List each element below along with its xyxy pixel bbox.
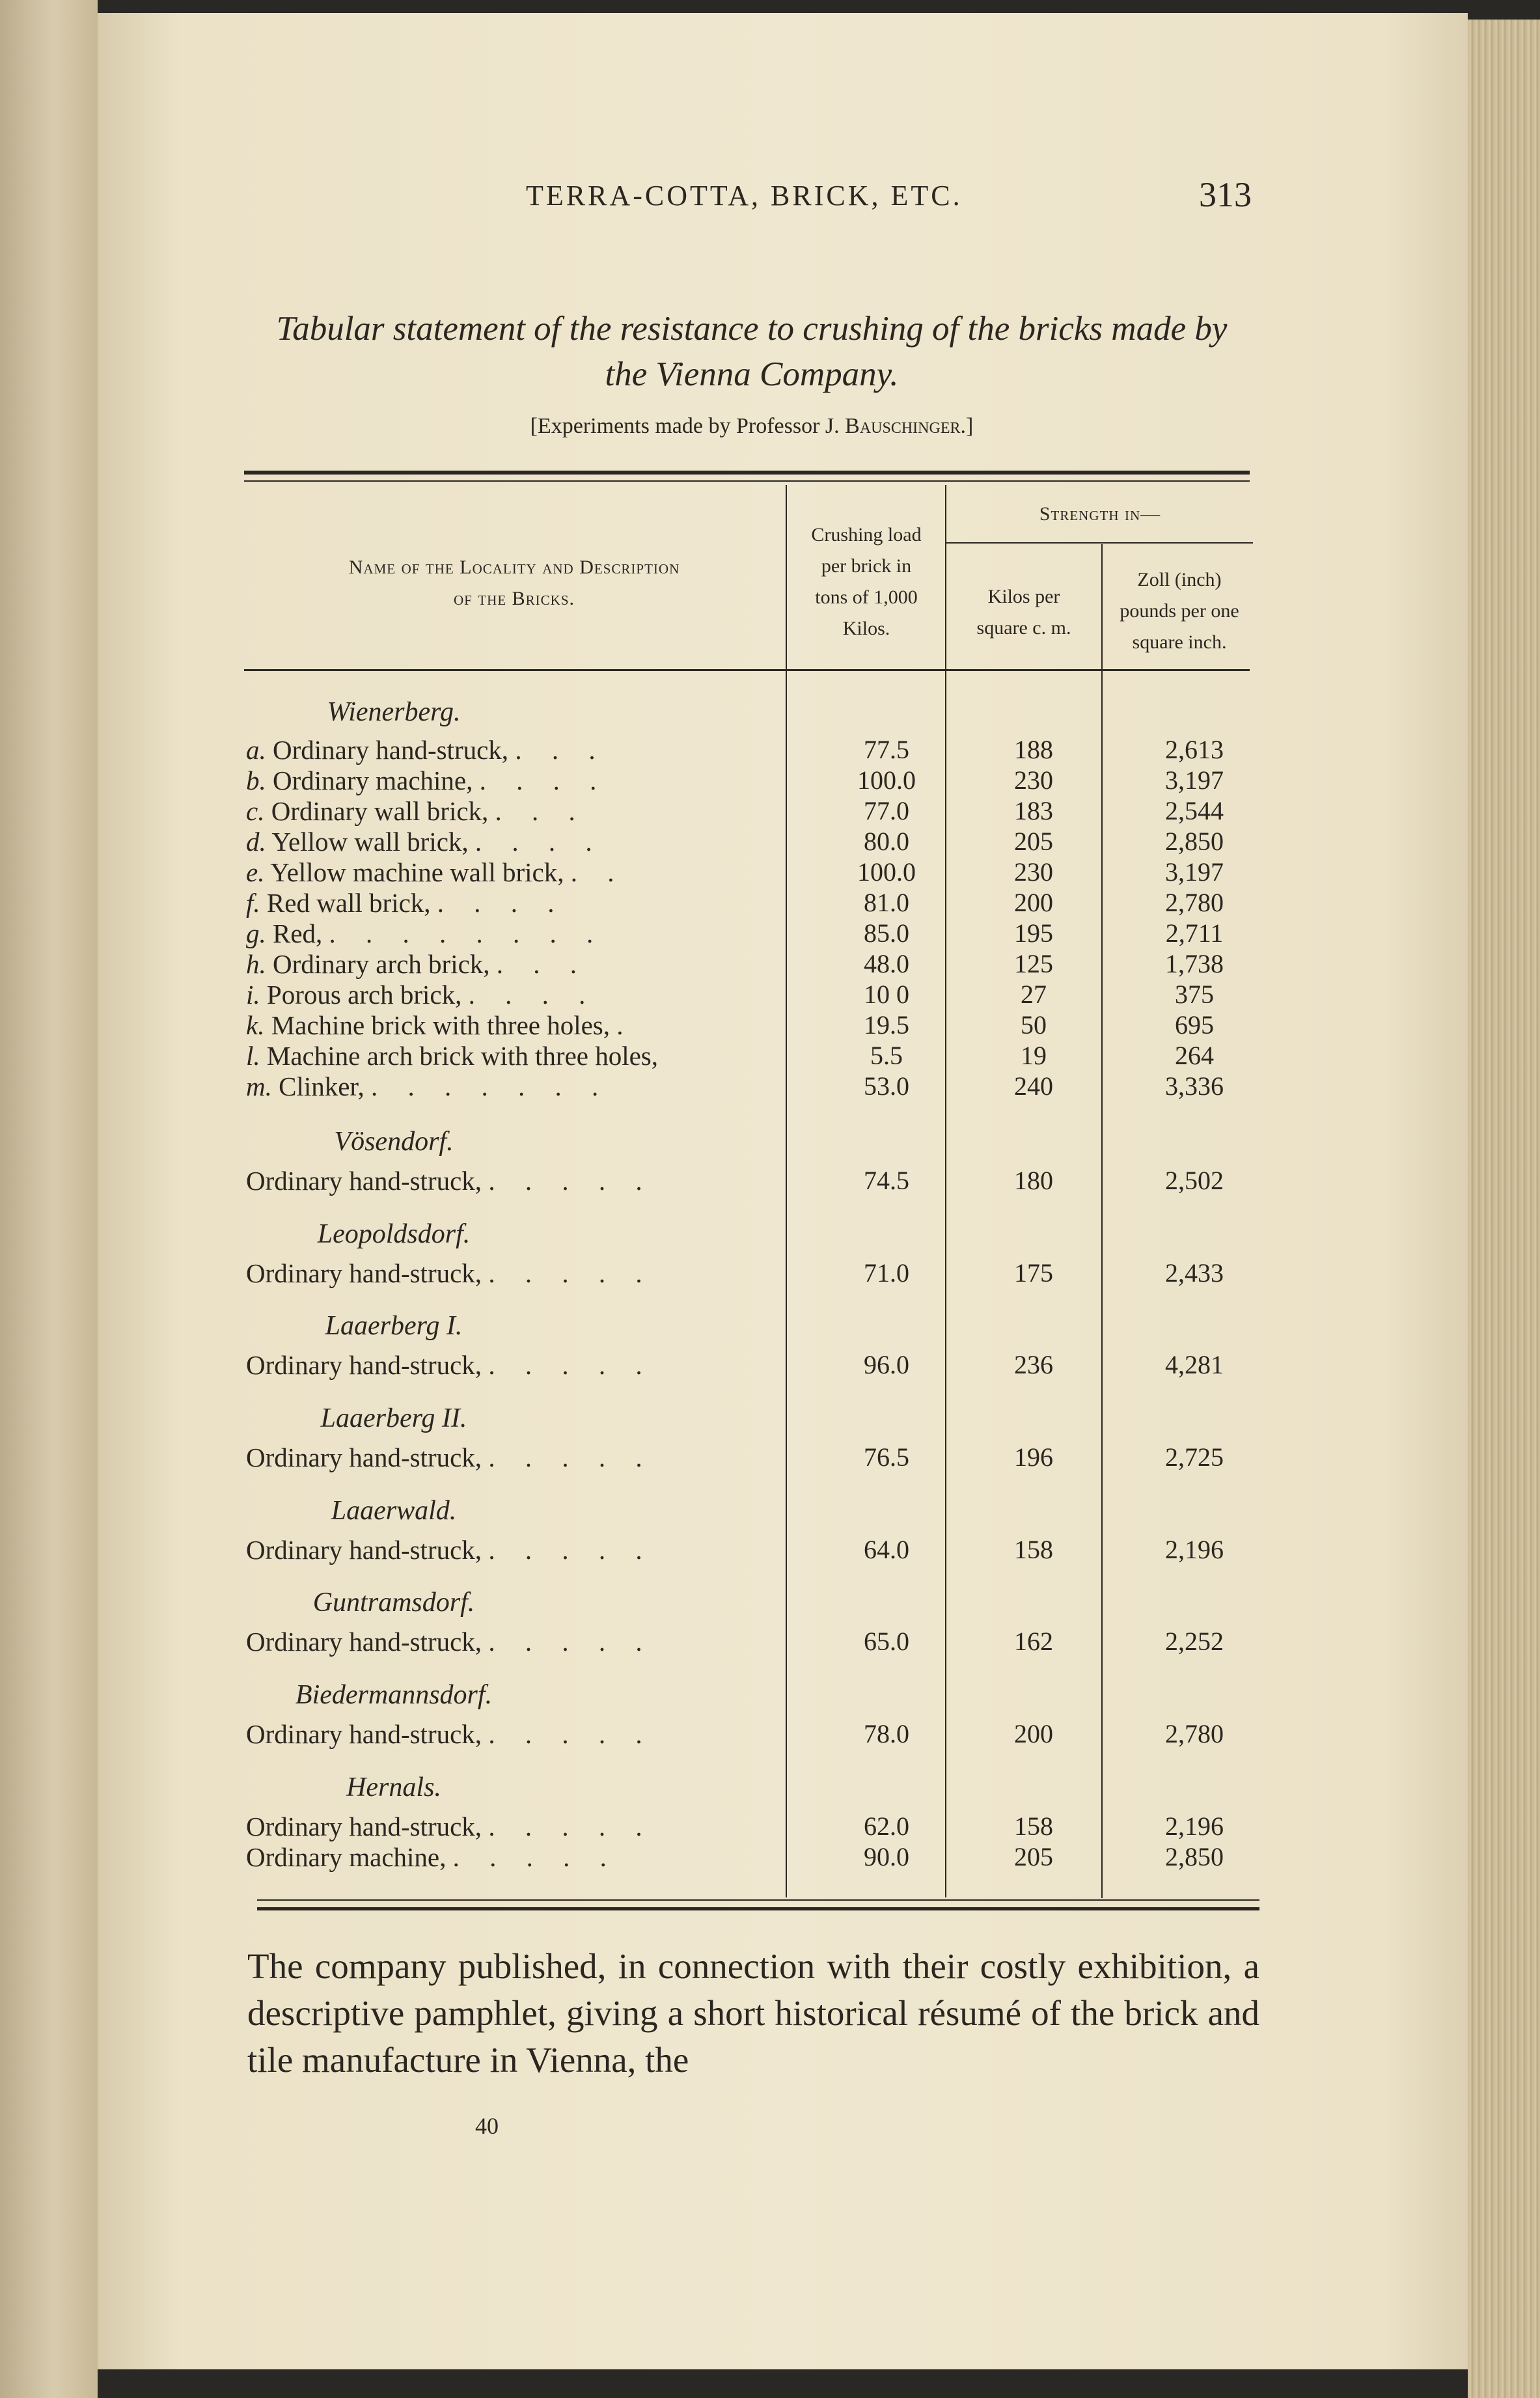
description-text: Machine brick with three holes, <box>271 1010 611 1040</box>
header-name-column <box>247 552 781 614</box>
row-letter: e. <box>246 857 265 887</box>
header-name-line-2: of the Bricks. <box>453 588 575 609</box>
brick-description <box>246 1811 654 1842</box>
kilos-value: 50 <box>1021 1010 1047 1040</box>
attribution <box>247 414 1256 439</box>
caption-line-2: the Vienna Company. <box>605 355 899 393</box>
brick-description <box>246 1040 658 1071</box>
kilos-value: 158 <box>1014 1535 1053 1564</box>
description-text: Porous arch brick, <box>266 980 462 1010</box>
crushing-value: 53.0 <box>864 1071 909 1101</box>
locality-heading: Laaerwald. <box>331 1496 457 1526</box>
brick-description <box>246 1534 654 1565</box>
locality-heading: Biedermannsdorf. <box>295 1680 493 1710</box>
crushing-value: 48.0 <box>864 949 909 978</box>
crushing-value: 100.0 <box>857 765 916 795</box>
row-letter: a. <box>246 735 266 765</box>
row-letter: f. <box>246 888 260 918</box>
header-pounds-column <box>1104 564 1255 658</box>
pounds-value: 2,196 <box>1165 1812 1224 1841</box>
kilos-value: 162 <box>1014 1627 1053 1656</box>
pounds-value: 3,197 <box>1165 857 1224 887</box>
header-crushing-column <box>789 519 944 644</box>
header-pounds-line-2: pounds per one <box>1120 600 1239 622</box>
dot-leaders: . <box>616 1010 635 1040</box>
pounds-value: 695 <box>1175 1010 1214 1040</box>
header-kilos-column <box>948 581 1100 644</box>
kilos-value: 230 <box>1014 765 1053 795</box>
locality-heading: Laaerberg II. <box>320 1403 467 1433</box>
pounds-value: 2,850 <box>1165 827 1224 856</box>
locality-heading: Laaerberg I. <box>325 1311 463 1341</box>
crushing-value: 81.0 <box>864 888 909 917</box>
locality-heading: Guntramsdorf. <box>312 1588 475 1618</box>
dot-leaders: . . <box>570 857 626 887</box>
brick-description <box>246 979 597 1010</box>
pounds-value: 4,281 <box>1165 1350 1224 1379</box>
header-crushing-line-2: per brick in <box>821 555 912 577</box>
header-name-line-1: Name of the Locality and Description <box>348 557 680 578</box>
description-text: Ordinary hand-struck, <box>246 1719 482 1749</box>
crushing-value: 96.0 <box>864 1350 909 1379</box>
brick-description <box>246 1442 654 1473</box>
locality-heading: Leopoldsdorf. <box>317 1219 471 1249</box>
dot-leaders: . . . . . . . <box>370 1071 611 1101</box>
crushing-value: 74.5 <box>864 1166 909 1195</box>
description-text: Red, <box>273 918 323 948</box>
header-kilos-line-2: square c. m. <box>976 617 1071 639</box>
pounds-value: 2,780 <box>1165 1719 1224 1748</box>
kilos-value: 180 <box>1014 1166 1053 1195</box>
pounds-value: 2,196 <box>1165 1535 1224 1564</box>
kilos-value: 200 <box>1014 888 1053 917</box>
description-text: Ordinary machine, <box>273 765 473 795</box>
dot-leaders: . . . . <box>479 765 609 795</box>
dot-leaders: . . . . . <box>488 1442 654 1472</box>
attribution-suffix: .] <box>960 414 974 438</box>
kilos-value: 195 <box>1014 918 1053 948</box>
attribution-prefix: [Experiments made by Professor J. <box>530 414 846 438</box>
brick-description <box>246 948 588 980</box>
dot-leaders: . . . . . <box>488 1166 654 1196</box>
dot-leaders: . . . . . <box>488 1812 654 1841</box>
pounds-value: 2,544 <box>1165 796 1224 825</box>
brick-description <box>246 918 605 949</box>
description-text: Ordinary hand-struck, <box>246 1258 482 1288</box>
brick-description <box>246 1718 654 1750</box>
kilos-value: 19 <box>1021 1041 1047 1070</box>
pounds-value: 2,850 <box>1165 1842 1224 1871</box>
attribution-name: Bauschinger <box>845 414 961 438</box>
pounds-value: 1,738 <box>1165 949 1224 978</box>
brick-description <box>246 1010 635 1041</box>
pounds-value: 264 <box>1175 1041 1214 1070</box>
description-text: Ordinary hand-struck, <box>246 1442 482 1472</box>
pounds-value: 3,336 <box>1165 1071 1224 1101</box>
locality-heading: Wienerberg. <box>327 697 461 727</box>
pounds-value: 2,711 <box>1165 918 1224 948</box>
pounds-value: 3,197 <box>1165 765 1224 795</box>
brick-description <box>246 1165 654 1196</box>
description-text: Ordinary hand-struck, <box>246 1535 482 1565</box>
running-title: TERRA-COTTA, BRICK, ETC. <box>526 180 963 212</box>
row-letter: c. <box>246 796 265 826</box>
description-text: Ordinary hand-struck, <box>246 1350 482 1380</box>
crushing-value: 78.0 <box>864 1719 909 1748</box>
locality-heading: Vösendorf. <box>334 1127 454 1157</box>
kilos-value: 183 <box>1014 796 1053 825</box>
left-page-edge <box>0 0 98 2398</box>
crushing-value: 10 0 <box>864 980 909 1009</box>
table-bottom-rule-thin <box>257 1899 1259 1901</box>
row-letter: m. <box>246 1071 272 1101</box>
table-top-rule-thick <box>244 471 1250 475</box>
description-text: Ordinary machine, <box>246 1842 447 1872</box>
description-text: Ordinary hand-struck, <box>246 1166 482 1196</box>
brick-description <box>246 1258 654 1289</box>
crushing-value: 65.0 <box>864 1627 909 1656</box>
row-letter: k. <box>246 1010 265 1040</box>
description-text: Yellow wall brick, <box>271 827 469 857</box>
table-top-rule-thin <box>244 480 1250 482</box>
pounds-value: 2,780 <box>1165 888 1224 917</box>
dot-leaders: . . . . . <box>488 1719 654 1749</box>
page-number: 313 <box>1199 175 1252 214</box>
kilos-value: 236 <box>1014 1350 1053 1379</box>
header-strength-group: Strength in— <box>1039 503 1161 525</box>
crushing-value: 62.0 <box>864 1812 909 1841</box>
brick-description <box>246 887 566 918</box>
locality-heading: Hernals. <box>346 1772 441 1802</box>
crushing-value: 85.0 <box>864 918 909 948</box>
description-text: Ordinary hand-struck, <box>246 1627 482 1657</box>
kilos-value: 230 <box>1014 857 1053 887</box>
pounds-value: 2,252 <box>1165 1627 1224 1656</box>
dot-leaders: . . . . . <box>488 1350 654 1380</box>
header-bottom-rule <box>244 669 1250 671</box>
brick-description <box>246 795 587 827</box>
brick-description <box>246 857 626 888</box>
header-pounds-line-3: square inch. <box>1132 631 1227 653</box>
kilos-value: 175 <box>1014 1258 1053 1288</box>
dot-leaders: . . . . <box>437 888 566 918</box>
row-letter: i. <box>246 980 260 1010</box>
brick-description <box>246 1071 610 1102</box>
dot-leaders: . . . . . . . . <box>329 918 605 948</box>
kilos-value: 240 <box>1014 1071 1053 1101</box>
crushing-value: 19.5 <box>864 1010 909 1040</box>
row-letter: l. <box>246 1041 260 1071</box>
header-crushing-line-1: Crushing load <box>811 524 922 545</box>
dot-leaders: . . . . . <box>452 1842 618 1872</box>
header-crushing-line-3: tons of 1,000 <box>815 586 918 608</box>
brick-description <box>246 1841 618 1873</box>
body-paragraph: The company published, in connection with their costly exhibition, a descriptive pamphlet, giving a short historical résumé of the brick and tile manufacture in Vienna, the <box>247 1946 1259 2080</box>
kilos-value: 205 <box>1014 827 1053 856</box>
header-crushing-line-4: Kilos. <box>842 618 890 639</box>
dot-leaders: . . . <box>515 735 607 765</box>
dot-leaders: . . . . . <box>488 1627 654 1657</box>
brick-description <box>246 826 604 857</box>
pounds-value: 2,613 <box>1165 735 1224 764</box>
crushing-value: 64.0 <box>864 1535 909 1564</box>
crushing-value: 80.0 <box>864 827 909 856</box>
crushing-value: 77.0 <box>864 796 909 825</box>
brick-description <box>246 1349 654 1381</box>
dot-leaders: . . . <box>496 949 589 979</box>
dot-leaders: . . . . <box>468 980 598 1010</box>
table-bottom-rule-thick <box>257 1907 1259 1910</box>
table-caption <box>247 306 1256 397</box>
brick-description <box>246 1626 654 1657</box>
crushing-value: 100.0 <box>857 857 916 887</box>
kilos-value: 196 <box>1014 1442 1053 1472</box>
brick-description <box>246 734 607 765</box>
signature-mark: 40 <box>475 2113 499 2139</box>
brick-description <box>246 765 608 796</box>
dot-leaders: . . . . . <box>488 1258 654 1288</box>
dot-leaders: . . . <box>495 796 587 826</box>
row-letter: d. <box>246 827 266 857</box>
row-letter: b. <box>246 765 266 795</box>
pounds-value: 2,502 <box>1165 1166 1224 1195</box>
kilos-value: 27 <box>1021 980 1047 1009</box>
kilos-value: 205 <box>1014 1842 1053 1871</box>
kilos-value: 158 <box>1014 1812 1053 1841</box>
description-text: Yellow machine wall brick, <box>270 857 564 887</box>
kilos-value: 200 <box>1014 1719 1053 1748</box>
caption-line-1: Tabular statement of the resistance to crushing of the bricks made by <box>276 310 1228 348</box>
crushing-value: 76.5 <box>864 1442 909 1472</box>
dot-leaders: . . . . . <box>488 1535 654 1565</box>
description-text: Ordinary wall brick, <box>271 796 489 826</box>
strength-group-rule <box>945 542 1253 544</box>
header-kilos-line-1: Kilos per <box>987 586 1060 607</box>
crushing-value: 90.0 <box>864 1842 909 1871</box>
description-text: Ordinary hand-struck, <box>246 1812 482 1841</box>
description-text: Clinker, <box>279 1071 364 1101</box>
kilos-value: 188 <box>1014 735 1053 764</box>
crushing-value: 71.0 <box>864 1258 909 1288</box>
crushing-value: 77.5 <box>864 735 909 764</box>
description-text: Ordinary arch brick, <box>273 949 490 979</box>
description-text: Machine arch brick with three holes, <box>266 1041 659 1071</box>
pounds-value: 2,433 <box>1165 1258 1224 1288</box>
header-pounds-line-1: Zoll (inch) <box>1137 569 1222 590</box>
row-letter: g. <box>246 918 266 948</box>
pounds-value: 375 <box>1175 980 1214 1009</box>
crushing-value: 5.5 <box>870 1041 903 1070</box>
dot-leaders: . . . . <box>474 827 604 857</box>
description-text: Red wall brick, <box>266 888 431 918</box>
kilos-value: 125 <box>1014 949 1053 978</box>
description-text: Ordinary hand-struck, <box>273 735 509 765</box>
pounds-value: 2,725 <box>1165 1442 1224 1472</box>
page-edges <box>1468 20 1540 2398</box>
row-letter: h. <box>246 949 266 979</box>
